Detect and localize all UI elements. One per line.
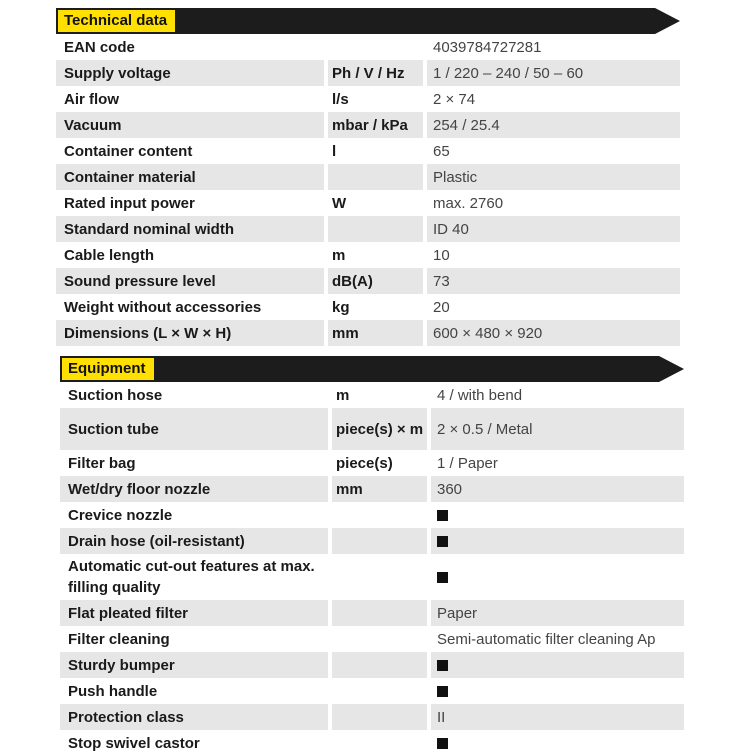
row-value: 1 / 220 – 240 / 50 – 60	[427, 60, 680, 86]
row-value	[431, 528, 684, 554]
row-unit	[332, 502, 427, 528]
row-label: Sound pressure level	[56, 268, 324, 294]
row-unit	[328, 164, 423, 190]
row-unit: piece(s) × m	[332, 408, 427, 450]
row-label: Supply voltage	[56, 60, 324, 86]
row-label: Cable length	[64, 246, 155, 264]
row-label: Sturdy bumper	[60, 652, 328, 678]
row-unit: piece(s)	[336, 454, 393, 472]
row-unit	[332, 652, 427, 678]
row-value	[431, 652, 684, 678]
row-label: Weight without accessories	[64, 298, 262, 316]
table-row	[60, 408, 684, 450]
row-label: Filter cleaning	[68, 630, 170, 648]
table-row	[60, 450, 684, 476]
row-unit: mm	[328, 320, 423, 346]
row-unit	[332, 730, 427, 756]
row-value: max. 2760	[433, 194, 504, 212]
row-label: Protection class	[60, 704, 328, 730]
row-value	[431, 730, 684, 756]
row-value: 1 / Paper	[437, 454, 498, 472]
row-value: 360	[431, 476, 684, 502]
row-unit	[328, 216, 423, 242]
row-unit	[332, 626, 427, 652]
row-label: Dimensions (L × W × H)	[56, 320, 324, 346]
table-row	[56, 112, 680, 138]
row-unit	[332, 600, 427, 626]
table-row	[60, 704, 684, 730]
table-row	[60, 730, 684, 756]
table-row	[60, 600, 684, 626]
row-value: 600 × 480 × 920	[427, 320, 680, 346]
equipment-header	[60, 356, 684, 382]
included-square-icon	[437, 572, 448, 583]
table-row	[56, 164, 680, 190]
row-label: Push handle	[68, 682, 158, 700]
row-unit: l	[332, 142, 337, 160]
row-unit: dB(A)	[328, 268, 423, 294]
row-unit: m	[336, 386, 350, 404]
table-row	[56, 60, 680, 86]
row-label: Container material	[56, 164, 324, 190]
included-square-icon	[437, 660, 448, 671]
row-value: 2 × 74	[433, 90, 476, 108]
included-square-icon	[437, 738, 448, 749]
table-row	[56, 138, 680, 164]
row-label: Container content	[64, 142, 193, 160]
table-row	[60, 554, 684, 600]
row-label: Air flow	[64, 90, 119, 108]
equipment-table	[60, 382, 684, 756]
row-value: Plastic	[427, 164, 680, 190]
table-row	[56, 268, 680, 294]
table-row	[60, 652, 684, 678]
table-row	[56, 294, 680, 320]
row-label: Wet/dry floor nozzle	[60, 476, 328, 502]
row-unit: kg	[332, 298, 350, 316]
row-unit	[332, 554, 427, 600]
header-arrow-bar	[60, 356, 684, 382]
row-value: 4 / with bend	[437, 386, 523, 404]
table-row	[60, 382, 684, 408]
technical-data-title: Technical data	[58, 10, 175, 32]
table-row	[60, 528, 684, 554]
row-value	[431, 502, 684, 528]
row-label: Suction hose	[68, 386, 163, 404]
table-row	[56, 242, 680, 268]
row-value	[431, 554, 684, 600]
row-label: EAN code	[64, 38, 135, 56]
table-row	[60, 678, 684, 704]
row-label: Suction tube	[60, 408, 328, 450]
row-unit	[328, 34, 423, 60]
row-unit: mbar / kPa	[328, 112, 423, 138]
technical-data-table	[56, 34, 680, 346]
row-unit: m	[332, 246, 346, 264]
included-square-icon	[437, 536, 448, 547]
row-label: Crevice nozzle	[68, 506, 173, 524]
table-row	[56, 320, 680, 346]
row-value: 254 / 25.4	[427, 112, 680, 138]
row-unit: l/s	[332, 90, 349, 108]
row-value: 20	[433, 298, 450, 316]
row-unit	[332, 528, 427, 554]
row-unit: Ph / V / Hz	[328, 60, 423, 86]
row-value: 73	[427, 268, 680, 294]
row-unit: W	[332, 194, 347, 212]
row-label: Rated input power	[64, 194, 195, 212]
row-value: ID 40	[427, 216, 680, 242]
row-label: Vacuum	[56, 112, 324, 138]
row-label: Flat pleated filter	[60, 600, 328, 626]
row-value: 10	[433, 246, 450, 264]
row-unit	[332, 678, 427, 704]
table-row	[60, 476, 684, 502]
table-row	[56, 216, 680, 242]
row-value: Semi-automatic filter cleaning Ap	[437, 630, 656, 648]
row-value: II	[431, 704, 684, 730]
row-label: Standard nominal width	[56, 216, 324, 242]
table-row	[60, 502, 684, 528]
row-label: Drain hose (oil-resistant)	[60, 528, 328, 554]
included-square-icon	[437, 686, 448, 697]
table-row	[56, 190, 680, 216]
row-value: 4039784727281	[433, 38, 542, 56]
table-row	[56, 86, 680, 112]
row-label: Stop swivel castor	[68, 734, 200, 752]
table-row	[56, 34, 680, 60]
table-row	[60, 626, 684, 652]
technical-data-header	[56, 8, 680, 34]
row-label: Automatic cut-out features at max. filling quality	[68, 558, 315, 596]
row-value: 65	[433, 142, 450, 160]
row-label: Filter bag	[68, 454, 136, 472]
equipment-section	[60, 356, 684, 756]
row-unit: mm	[332, 476, 427, 502]
row-value	[431, 678, 684, 704]
row-value: 2 × 0.5 / Metal	[431, 408, 684, 450]
equipment-title: Equipment	[62, 358, 154, 380]
technical-data-section	[56, 8, 680, 346]
included-square-icon	[437, 510, 448, 521]
row-value: Paper	[431, 600, 684, 626]
row-unit	[332, 704, 427, 730]
